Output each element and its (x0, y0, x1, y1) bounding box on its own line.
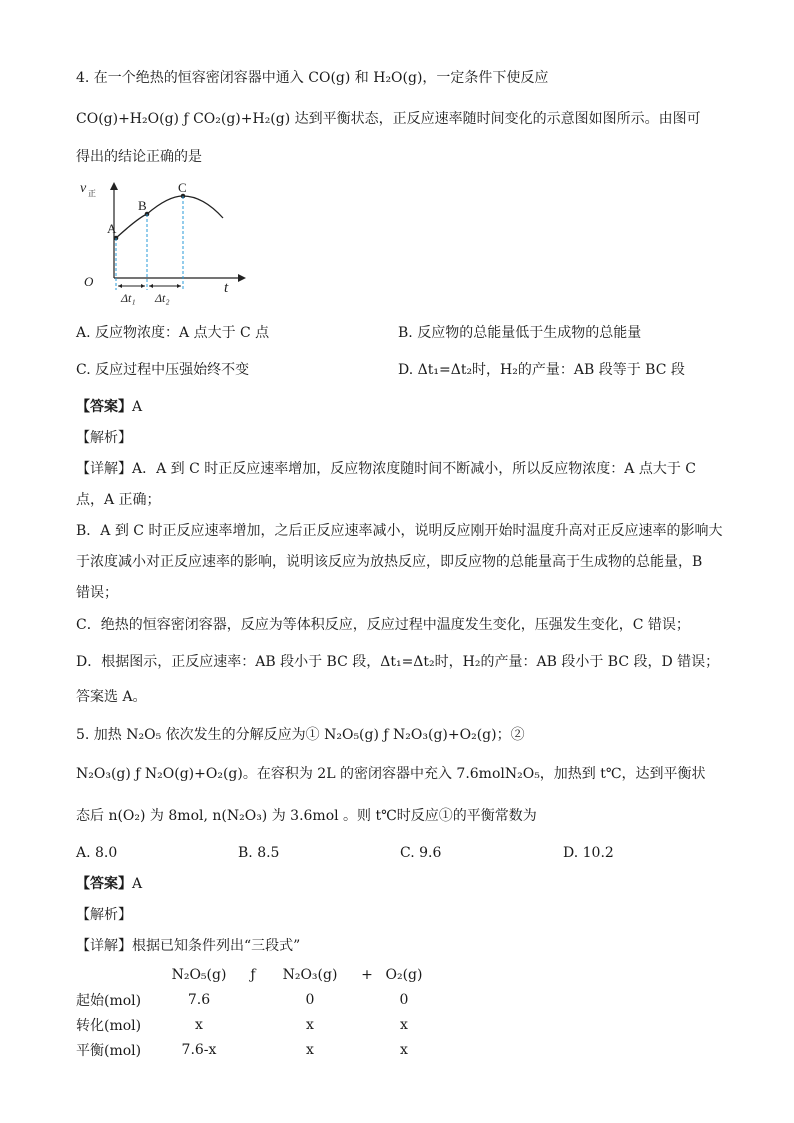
table-cell: N₂O₅(g) (171, 966, 227, 983)
q4-detail-6: C．绝热的恒容密闭容器，反应为等体积反应，反应过程中温度发生变化，压强发生变化，C 错误； (76, 617, 690, 633)
q5-detail-1: 【详解】根据已知条件列出“三段式” (76, 938, 301, 954)
table-cell: O₂(g) (385, 966, 423, 983)
table-cell: ƒ (250, 966, 256, 983)
q4-option-c: C. 反应过程中压强始终不变 (76, 362, 250, 378)
q5-stem-line3: 态后 n(O₂) 为 8mol, n(N₂O₃) 为 3.6mol 。则 t℃时反应①的平衡常数为 (76, 808, 537, 824)
table-cell: 0 (399, 991, 409, 1008)
y-axis-label: v (80, 181, 87, 196)
table-cell: x (400, 1041, 408, 1058)
q4-option-d: D. Δt₁=Δt₂时，H₂的产量：AB 段等于 BC 段 (398, 362, 685, 378)
x-axis-arrow (238, 274, 246, 282)
q4-answer-tag: 【答案】 (76, 399, 132, 415)
table-cell: x (306, 1016, 314, 1033)
q4-analysis-tag: 【解析】 (76, 430, 132, 446)
table-cell: 转化(mol) (76, 1017, 142, 1034)
q4-option-b: B. 反应物的总能量低于生成物的总能量 (398, 325, 642, 341)
table-cell: x (306, 1041, 314, 1058)
table-row (76, 1012, 424, 1037)
table-cell: N₂O₃(g) (282, 966, 338, 983)
q4-detail-3: B．A 到 C 时正反应速率增加，之后正反应速率减小，说明反应刚开始时温度升高对正反应速率的影响大 (76, 523, 723, 539)
q5-option-c: C. 9.6 (400, 845, 442, 861)
table-cell (76, 962, 162, 987)
table-cell: 7.6 (187, 991, 211, 1008)
table-cell (350, 1037, 384, 1062)
table-cell (350, 1012, 384, 1037)
q4-stem-line2: CO(g)+H₂O(g) ƒ CO₂(g)+H₂(g) 达到平衡状态，正反应速率随时间变化的示意图如图所示。由图可 (76, 111, 701, 127)
table-cell (236, 1037, 270, 1062)
q4-stem-line3: 得出的结论正确的是 (76, 149, 202, 165)
dt2-label: Δt₂ (155, 291, 170, 305)
q5-option-b: B. 8.5 (238, 845, 280, 861)
q5-analysis-tag: 【解析】 (76, 907, 132, 923)
label-a: A (107, 221, 117, 236)
table-row (76, 987, 424, 1012)
origin-label: O (84, 274, 94, 289)
q4-stem-line1: 4. 在一个绝热的恒容密闭容器中通入 CO(g) 和 H₂O(g)，一定条件下使反应 (76, 70, 549, 86)
q4-detail-1: 【详解】A．A 到 C 时正反应速率增加，反应物浓度随时间不断减小，所以反应物浓度：A 点大于 C (76, 461, 697, 477)
y-axis-label-sub: 正 (88, 189, 96, 198)
q5-answer-value: A (132, 876, 143, 892)
q5-stem-line1: 5. 加热 N₂O₅ 依次发生的分解反应为① N₂O₅(g) ƒ N₂O₃(g)+O₂(g)；② (76, 727, 525, 743)
label-b: B (138, 198, 147, 213)
label-c: C (178, 180, 187, 195)
q4-detail-5: 错误； (76, 585, 118, 601)
y-axis-arrow (110, 182, 118, 190)
table-cell: 起始(mol) (76, 992, 142, 1009)
q4-detail-7: D．根据图示，正反应速率：AB 段小于 BC 段，Δt₁=Δt₂时，H₂的产量：AB 段小于 BC 段，D 错误； (76, 654, 720, 670)
q4-detail-8: 答案选 A。 (76, 689, 147, 705)
table-cell (236, 987, 270, 1012)
rate-curve (116, 196, 223, 238)
q5-stem-line2: N₂O₃(g) ƒ N₂O(g)+O₂(g)。在容积为 2L 的密闭容器中充入 7.6molN₂O₅，加热到 t℃，达到平衡状 (76, 766, 706, 782)
rate-time-graph (78, 178, 248, 308)
dt1-label: Δt₁ (121, 291, 136, 305)
x-axis-label: t (224, 280, 229, 296)
table-cell: 平衡(mol) (76, 1042, 142, 1059)
q4-option-a: A. 反应物浓度：A 点大于 C 点 (76, 325, 270, 341)
table-header-row (76, 962, 424, 987)
q4-detail-2: 点，A 正确； (76, 492, 161, 508)
q5-option-d: D. 10.2 (563, 845, 614, 861)
table-cell: 0 (305, 991, 315, 1008)
q4-answer (76, 397, 142, 417)
table-cell (350, 987, 384, 1012)
table-cell: + (361, 966, 373, 983)
table-cell: x (400, 1016, 408, 1033)
q5-option-a: A. 8.0 (76, 845, 118, 861)
table-cell: 7.6-x (181, 1041, 217, 1058)
q5-answer (76, 874, 142, 894)
table-cell: x (195, 1016, 203, 1033)
table-cell (236, 1012, 270, 1037)
q5-answer-tag: 【答案】 (76, 876, 132, 892)
q4-answer-value: A (132, 399, 143, 415)
three-stage-table (76, 962, 424, 1062)
table-row (76, 1037, 424, 1062)
q4-detail-4: 于浓度减小对正反应速率的影响，说明该反应为放热反应，即反应物的总能量高于生成物的总能量，B (76, 554, 703, 570)
